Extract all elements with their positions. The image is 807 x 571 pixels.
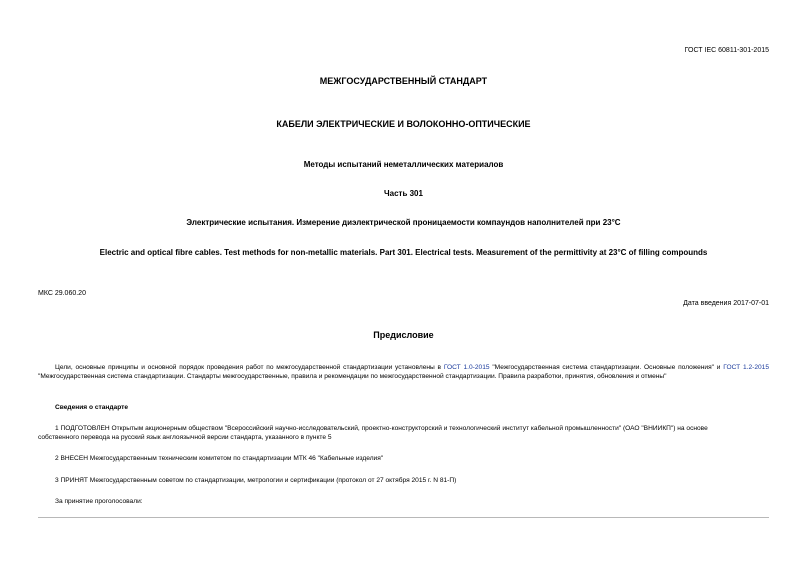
document-title: КАБЕЛИ ЭЛЕКТРИЧЕСКИЕ И ВОЛОКОННО-ОПТИЧЕСКИЕ [276, 119, 531, 129]
preface-heading: Предисловие [373, 330, 434, 340]
preface-text-middle: "Межгосударственная система стандартизации. Основные положения" и [489, 364, 724, 371]
introduction-date: Дата введения 2017-07-01 [683, 300, 769, 307]
tests-title: Электрические испытания. Измерение диэлектрической проницаемости компаундов наполнителей при 23°С [186, 218, 621, 227]
english-title: Electric and optical fibre cables. Test methods for non-metallic materials. Part 301. Electrical tests. Measurement of the permittivity at 23°C of filling compounds [99, 248, 708, 257]
gost-1-2-link[interactable]: ГОСТ 1.2-2015 [723, 364, 769, 371]
item-1-line-2: собственного перевода на русский язык англоязычной версии стандарта, указанного в пункте 5 [38, 434, 332, 441]
item-1-line-1: 1 ПОДГОТОВЛЕН Открытым акционерным обществом "Всероссийский научно-исследовательский, проектно-конструкторский и технологический институт кабельной промышленности" (ОАО "ВНИИКП") на основе [55, 425, 708, 432]
preface-paragraph [38, 363, 769, 391]
document-part: Часть 301 [384, 189, 423, 198]
document-code: ГОСТ IEC 60811-301-2015 [684, 47, 769, 54]
standard-heading: МЕЖГОСУДАРСТВЕННЫЙ СТАНДАРТ [319, 76, 488, 86]
item-2: 2 ВНЕСЕН Межгосударственным техническим комитетом по стандартизации МТК 46 "Кабельные изделия" [55, 455, 384, 462]
item-4: За принятие проголосовали: [55, 498, 143, 505]
standard-info-heading: Сведения о стандарте [55, 404, 129, 411]
document-subtitle: Методы испытаний неметаллических материалов [303, 160, 504, 169]
item-3: 3 ПРИНЯТ Межгосударственным советом по стандартизации, метрологии и сертификации (протокол от 27 октября 2015 г. N 81-П) [55, 477, 457, 484]
preface-text-end: "Межгосударственная система стандартизации. Стандарты межгосударственные, правила и рекомендации по межгосударственной стандартизации. Правила разработки, принятия, обновления и отмены" [38, 373, 667, 380]
page-divider [38, 517, 769, 518]
preface-text-start: Цели, основные принципы и основной порядок проведения работ по межгосударственной стандартизации установлены в [55, 364, 444, 371]
mks-code: МКС 29.060.20 [38, 290, 86, 297]
gost-1-0-link[interactable]: ГОСТ 1.0-2015 [443, 364, 490, 371]
